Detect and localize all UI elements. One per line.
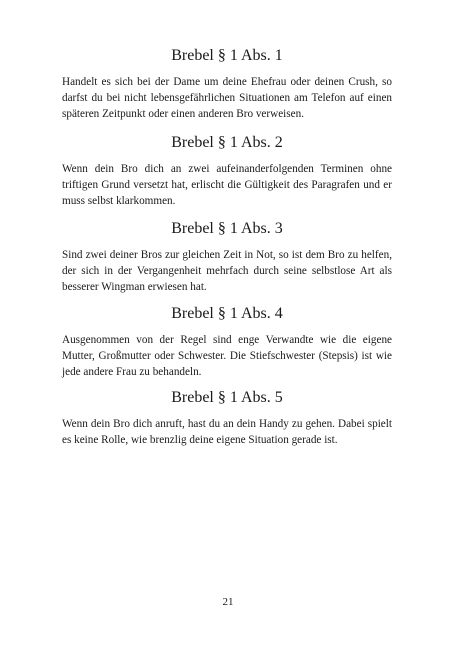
document-page: [62, 0, 392, 648]
section-abs-3: [62, 219, 392, 295]
section-abs-1: [62, 46, 392, 122]
section-paragraph: Sind zwei deiner Bros zur gleichen Zeit in Not, so ist dem Bro zu helfen, der sich in der Vergangenheit mehrfach durch seine selbstlose Art als besserer Wingman erwiesen hat.: [62, 249, 392, 293]
page-number: 21: [222, 596, 234, 608]
section-abs-4: [62, 304, 392, 380]
section-heading: Brebel § 1 Abs. 1: [171, 47, 283, 64]
section-paragraph: Wenn dein Bro dich anruft, hast du an dein Handy zu gehen. Dabei spielt es keine Rolle, wie brenzlig deine eigene Situation gerade ist.: [62, 418, 392, 446]
section-paragraph: Wenn dein Bro dich an zwei aufeinanderfolgenden Terminen ohne triftigen Grund versetzt hat, erlischt die Gültigkeit des Paragrafen und er muss selbst klarkommen.: [62, 163, 392, 207]
section-abs-5: [62, 388, 392, 448]
section-heading: Brebel § 1 Abs. 4: [171, 305, 283, 322]
section-paragraph: Ausgenommen von der Regel sind enge Verwandte wie die eigene Mutter, Großmutter oder Schwester. Die Stiefschwester (Stepsis) ist wie jede andere Frau zu behandeln.: [62, 334, 392, 378]
section-heading: Brebel § 1 Abs. 2: [171, 134, 283, 151]
section-abs-2: [62, 133, 392, 209]
section-paragraph: Handelt es sich bei der Dame um deine Ehefrau oder deinen Crush, so darfst du bei nicht lebensgefährlichen Situationen am Telefon auf einen späteren Zeitpunkt oder einen anderen Bro verweisen.: [62, 76, 392, 120]
section-heading: Brebel § 1 Abs. 3: [171, 220, 283, 237]
section-heading: Brebel § 1 Abs. 5: [171, 389, 283, 406]
